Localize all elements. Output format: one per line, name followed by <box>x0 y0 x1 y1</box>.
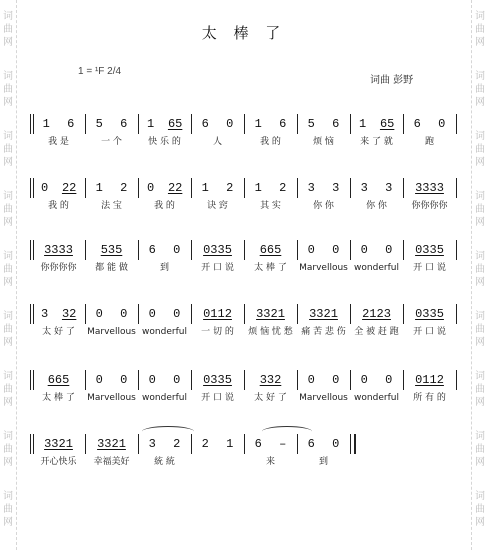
barline <box>85 114 86 134</box>
note: 2 <box>120 181 128 195</box>
measure <box>352 176 401 198</box>
lyric-text: 开 口 说 <box>201 263 234 273</box>
measure <box>246 176 295 198</box>
lyric-text: 你 你 <box>313 201 334 211</box>
watermark-strip-left <box>0 0 17 550</box>
note: 0112 <box>203 307 232 321</box>
note: 0 <box>307 373 315 387</box>
lyric-text: 太 棒 了 <box>254 263 287 273</box>
measure <box>87 432 136 454</box>
watermark-text: 词 曲 网 <box>475 191 485 228</box>
staff-row <box>30 302 460 344</box>
barline <box>350 114 351 134</box>
note: – <box>279 437 287 451</box>
staff-row <box>30 432 460 474</box>
note: 1 <box>359 117 367 131</box>
note: 3 <box>41 307 49 321</box>
barline <box>403 178 404 198</box>
watermark-text: 词 曲 网 <box>475 11 485 48</box>
song-title: 太 棒 了 <box>201 24 287 42</box>
barline <box>297 434 298 454</box>
measure <box>193 302 242 324</box>
lyric-text: wonderful <box>142 393 187 403</box>
note: 1 <box>201 181 209 195</box>
note: 6 <box>148 243 156 257</box>
watermark-text: 词 曲 网 <box>475 71 485 108</box>
note: 2 <box>279 181 287 195</box>
barline <box>191 304 192 324</box>
note: 0335 <box>415 307 444 321</box>
barline <box>138 434 139 454</box>
measure <box>140 176 189 198</box>
watermark-text: 词 曲 网 <box>475 251 485 288</box>
measure <box>87 238 136 260</box>
note: 3321 <box>256 307 285 321</box>
lyric-text: wonderful <box>354 393 399 403</box>
barline <box>403 370 404 390</box>
lyric-text: 开 口 说 <box>201 393 234 403</box>
note: 3321 <box>97 437 126 451</box>
note: 2 <box>173 437 181 451</box>
barline <box>297 114 298 134</box>
note: 665 <box>47 373 70 387</box>
watermark-text: 词 曲 网 <box>3 251 13 288</box>
note: 1 <box>226 437 234 451</box>
note: 6 <box>307 437 315 451</box>
measure <box>193 432 242 454</box>
barline <box>85 370 86 390</box>
note: 0 <box>385 373 393 387</box>
watermark-text: 词 曲 网 <box>3 71 13 108</box>
barline <box>350 304 351 324</box>
barline <box>403 304 404 324</box>
measure <box>193 112 242 134</box>
barline <box>138 240 139 260</box>
note: 3 <box>385 181 393 195</box>
barline <box>244 434 245 454</box>
note: 5 <box>307 117 315 131</box>
lyric-text: 你你你你 <box>40 263 77 273</box>
note: 0 <box>41 181 49 195</box>
barline <box>85 240 86 260</box>
lyric-text: Marvellous <box>87 393 136 403</box>
watermark-text: 词 曲 网 <box>475 431 485 468</box>
note: 2 <box>226 181 234 195</box>
measure <box>299 112 348 134</box>
note: 5 <box>95 117 103 131</box>
note: 2 <box>201 437 209 451</box>
measure <box>246 302 295 324</box>
note: 0 <box>173 243 181 257</box>
lyric-text: 我 是 <box>48 137 69 147</box>
lyric-text: 太 好 了 <box>42 327 75 337</box>
measure <box>87 112 136 134</box>
note: 0 <box>226 117 234 131</box>
note: 0 <box>332 243 340 257</box>
barline <box>191 370 192 390</box>
lyric-text: 我 的 <box>154 201 175 211</box>
measure <box>352 368 401 390</box>
lyric-text: 一 个 <box>101 137 122 147</box>
lyric-text: 痛 苦 悲 伤 <box>301 327 346 337</box>
measure <box>87 176 136 198</box>
barline <box>297 304 298 324</box>
lyric-text: 所 有 的 <box>413 393 446 403</box>
note: 0 <box>120 373 128 387</box>
lyric-text: 我 的 <box>48 201 69 211</box>
note: 3 <box>307 181 315 195</box>
lyric-text: Marvellous <box>299 263 348 273</box>
measure <box>352 238 401 260</box>
watermark-text: 词 曲 网 <box>475 371 485 408</box>
measure <box>299 238 348 260</box>
barline <box>138 178 139 198</box>
note: 1 <box>147 117 155 131</box>
lyric-text: 太 好 了 <box>254 393 287 403</box>
measure <box>34 176 83 198</box>
note: 0 <box>148 307 156 321</box>
measure <box>352 112 401 134</box>
barline <box>297 178 298 198</box>
lyric-text: 烦 恼 忧 愁 <box>248 327 293 337</box>
author-credit: 词曲 彭野 <box>370 75 414 86</box>
note: 6 <box>279 117 287 131</box>
lyric-text: 你你你你 <box>411 201 448 211</box>
note: 0 <box>173 307 181 321</box>
lyric-text: 诀 窍 <box>207 201 228 211</box>
measure <box>299 368 348 390</box>
measure <box>405 238 454 260</box>
watermark-text: 词 曲 网 <box>3 131 13 168</box>
barline <box>350 240 351 260</box>
lyric-text: 开心快乐 <box>40 457 77 467</box>
measure <box>87 302 136 324</box>
barline <box>456 370 457 390</box>
note: 665 <box>259 243 282 257</box>
note: 22 <box>167 181 183 195</box>
measure <box>34 238 83 260</box>
note: 3333 <box>44 243 73 257</box>
note: 0112 <box>415 373 444 387</box>
tie-arc <box>142 426 194 437</box>
measure <box>405 302 454 324</box>
lyric-text: 其 实 <box>260 201 281 211</box>
note: 1 <box>95 181 103 195</box>
note: 0 <box>95 307 103 321</box>
note: 6 <box>254 437 262 451</box>
note: 6 <box>67 117 75 131</box>
note: 6 <box>332 117 340 131</box>
lyric-text: 法 宝 <box>101 201 122 211</box>
measure <box>193 238 242 260</box>
lyric-text: 統 統 <box>154 457 175 467</box>
barline <box>191 434 192 454</box>
note: 0 <box>120 307 128 321</box>
lyric-text: 来 <box>265 457 275 467</box>
note: 0 <box>332 437 340 451</box>
lyric-text: 来 了 就 <box>360 137 393 147</box>
measure <box>193 176 242 198</box>
note: 32 <box>61 307 77 321</box>
note: 2123 <box>362 307 391 321</box>
barline <box>456 240 457 260</box>
lyric-text: 一 切 的 <box>201 327 234 337</box>
barline <box>85 304 86 324</box>
barline <box>244 304 245 324</box>
lyric-text: 烦 恼 <box>313 137 334 147</box>
measure <box>140 238 189 260</box>
note: 3321 <box>44 437 73 451</box>
watermark-strip-right <box>471 0 488 550</box>
note: 0 <box>95 373 103 387</box>
note: 3321 <box>309 307 338 321</box>
barline <box>350 178 351 198</box>
note: 1 <box>254 117 262 131</box>
lyric-text: 都 能 做 <box>95 263 128 273</box>
barline <box>138 304 139 324</box>
barline <box>456 114 457 134</box>
watermark-text: 词 曲 网 <box>3 371 13 408</box>
note: 0 <box>173 373 181 387</box>
measure <box>34 368 83 390</box>
measure <box>299 176 348 198</box>
note: 6 <box>413 117 421 131</box>
barline <box>138 370 139 390</box>
note: 6 <box>120 117 128 131</box>
barline <box>456 304 457 324</box>
note: 6 <box>201 117 209 131</box>
watermark-text: 词 曲 网 <box>3 11 13 48</box>
barline <box>244 240 245 260</box>
note: 1 <box>254 181 262 195</box>
lyric-text: 全 被 赶 跑 <box>354 327 399 337</box>
watermark-text: 词 曲 网 <box>3 311 13 348</box>
barline <box>403 114 404 134</box>
note: 0 <box>332 373 340 387</box>
note: 0335 <box>203 373 232 387</box>
barline <box>297 240 298 260</box>
barline <box>244 178 245 198</box>
barline <box>85 434 86 454</box>
measure <box>34 112 83 134</box>
barline <box>244 370 245 390</box>
key-signature: 1 = ¹F 2/4 <box>78 66 122 77</box>
watermark-text: 词 曲 网 <box>475 311 485 348</box>
note: 0335 <box>415 243 444 257</box>
lyric-text: 你 你 <box>366 201 387 211</box>
note: 65 <box>167 117 183 131</box>
measure <box>246 112 295 134</box>
watermark-text: 词 曲 网 <box>3 491 13 528</box>
lyric-text: 到 <box>159 263 169 273</box>
note: 0 <box>385 243 393 257</box>
barline <box>138 114 139 134</box>
note: 22 <box>61 181 77 195</box>
lyric-text: 到 <box>318 457 328 467</box>
staff-row <box>30 238 460 280</box>
tie-arc <box>262 426 312 437</box>
note: 3 <box>148 437 156 451</box>
barline <box>191 114 192 134</box>
note: 0 <box>360 373 368 387</box>
lyric-text: wonderful <box>354 263 399 273</box>
note: 0 <box>147 181 155 195</box>
note: 0 <box>438 117 446 131</box>
lyric-text: 快 乐 的 <box>148 137 181 147</box>
note: 0335 <box>203 243 232 257</box>
measure <box>299 302 348 324</box>
measure <box>405 368 454 390</box>
barline <box>191 178 192 198</box>
measure <box>193 368 242 390</box>
lyric-text: 跑 <box>424 137 434 147</box>
note: 0 <box>307 243 315 257</box>
measure <box>140 112 189 134</box>
staff-row <box>30 112 460 154</box>
note: 1 <box>42 117 50 131</box>
measure <box>246 368 295 390</box>
watermark-text: 词 曲 网 <box>475 491 485 528</box>
measure <box>34 302 83 324</box>
lyric-text: 太 棒 了 <box>42 393 75 403</box>
note: 3 <box>360 181 368 195</box>
barline <box>403 240 404 260</box>
watermark-text: 词 曲 网 <box>3 431 13 468</box>
note: 3333 <box>415 181 444 195</box>
note: 65 <box>379 117 395 131</box>
staff-row <box>30 368 460 410</box>
lyric-text: 我 的 <box>260 137 281 147</box>
barline <box>297 370 298 390</box>
watermark-text: 词 曲 网 <box>475 131 485 168</box>
barline <box>456 178 457 198</box>
lyric-text: Marvellous <box>299 393 348 403</box>
measure <box>405 176 454 198</box>
note: 332 <box>259 373 282 387</box>
watermark-text: 词 曲 网 <box>3 191 13 228</box>
lyric-text: 开 口 说 <box>413 327 446 337</box>
measure <box>87 368 136 390</box>
barline <box>191 240 192 260</box>
lyric-text: 幸福美好 <box>93 457 130 467</box>
barline <box>85 178 86 198</box>
lyric-text: 开 口 说 <box>413 263 446 273</box>
note: 3 <box>332 181 340 195</box>
measure <box>140 302 189 324</box>
lyric-text: wonderful <box>142 327 187 337</box>
measure <box>352 302 401 324</box>
staff-row <box>30 176 460 218</box>
lyric-text: 人 <box>212 137 222 147</box>
measure <box>405 112 454 134</box>
note: 0 <box>148 373 156 387</box>
lyric-text: Marvellous <box>87 327 136 337</box>
final-barline <box>350 434 356 454</box>
barline <box>244 114 245 134</box>
note: 535 <box>100 243 123 257</box>
barline <box>350 370 351 390</box>
measure <box>140 368 189 390</box>
measure <box>246 238 295 260</box>
note: 0 <box>360 243 368 257</box>
measure <box>34 432 83 454</box>
